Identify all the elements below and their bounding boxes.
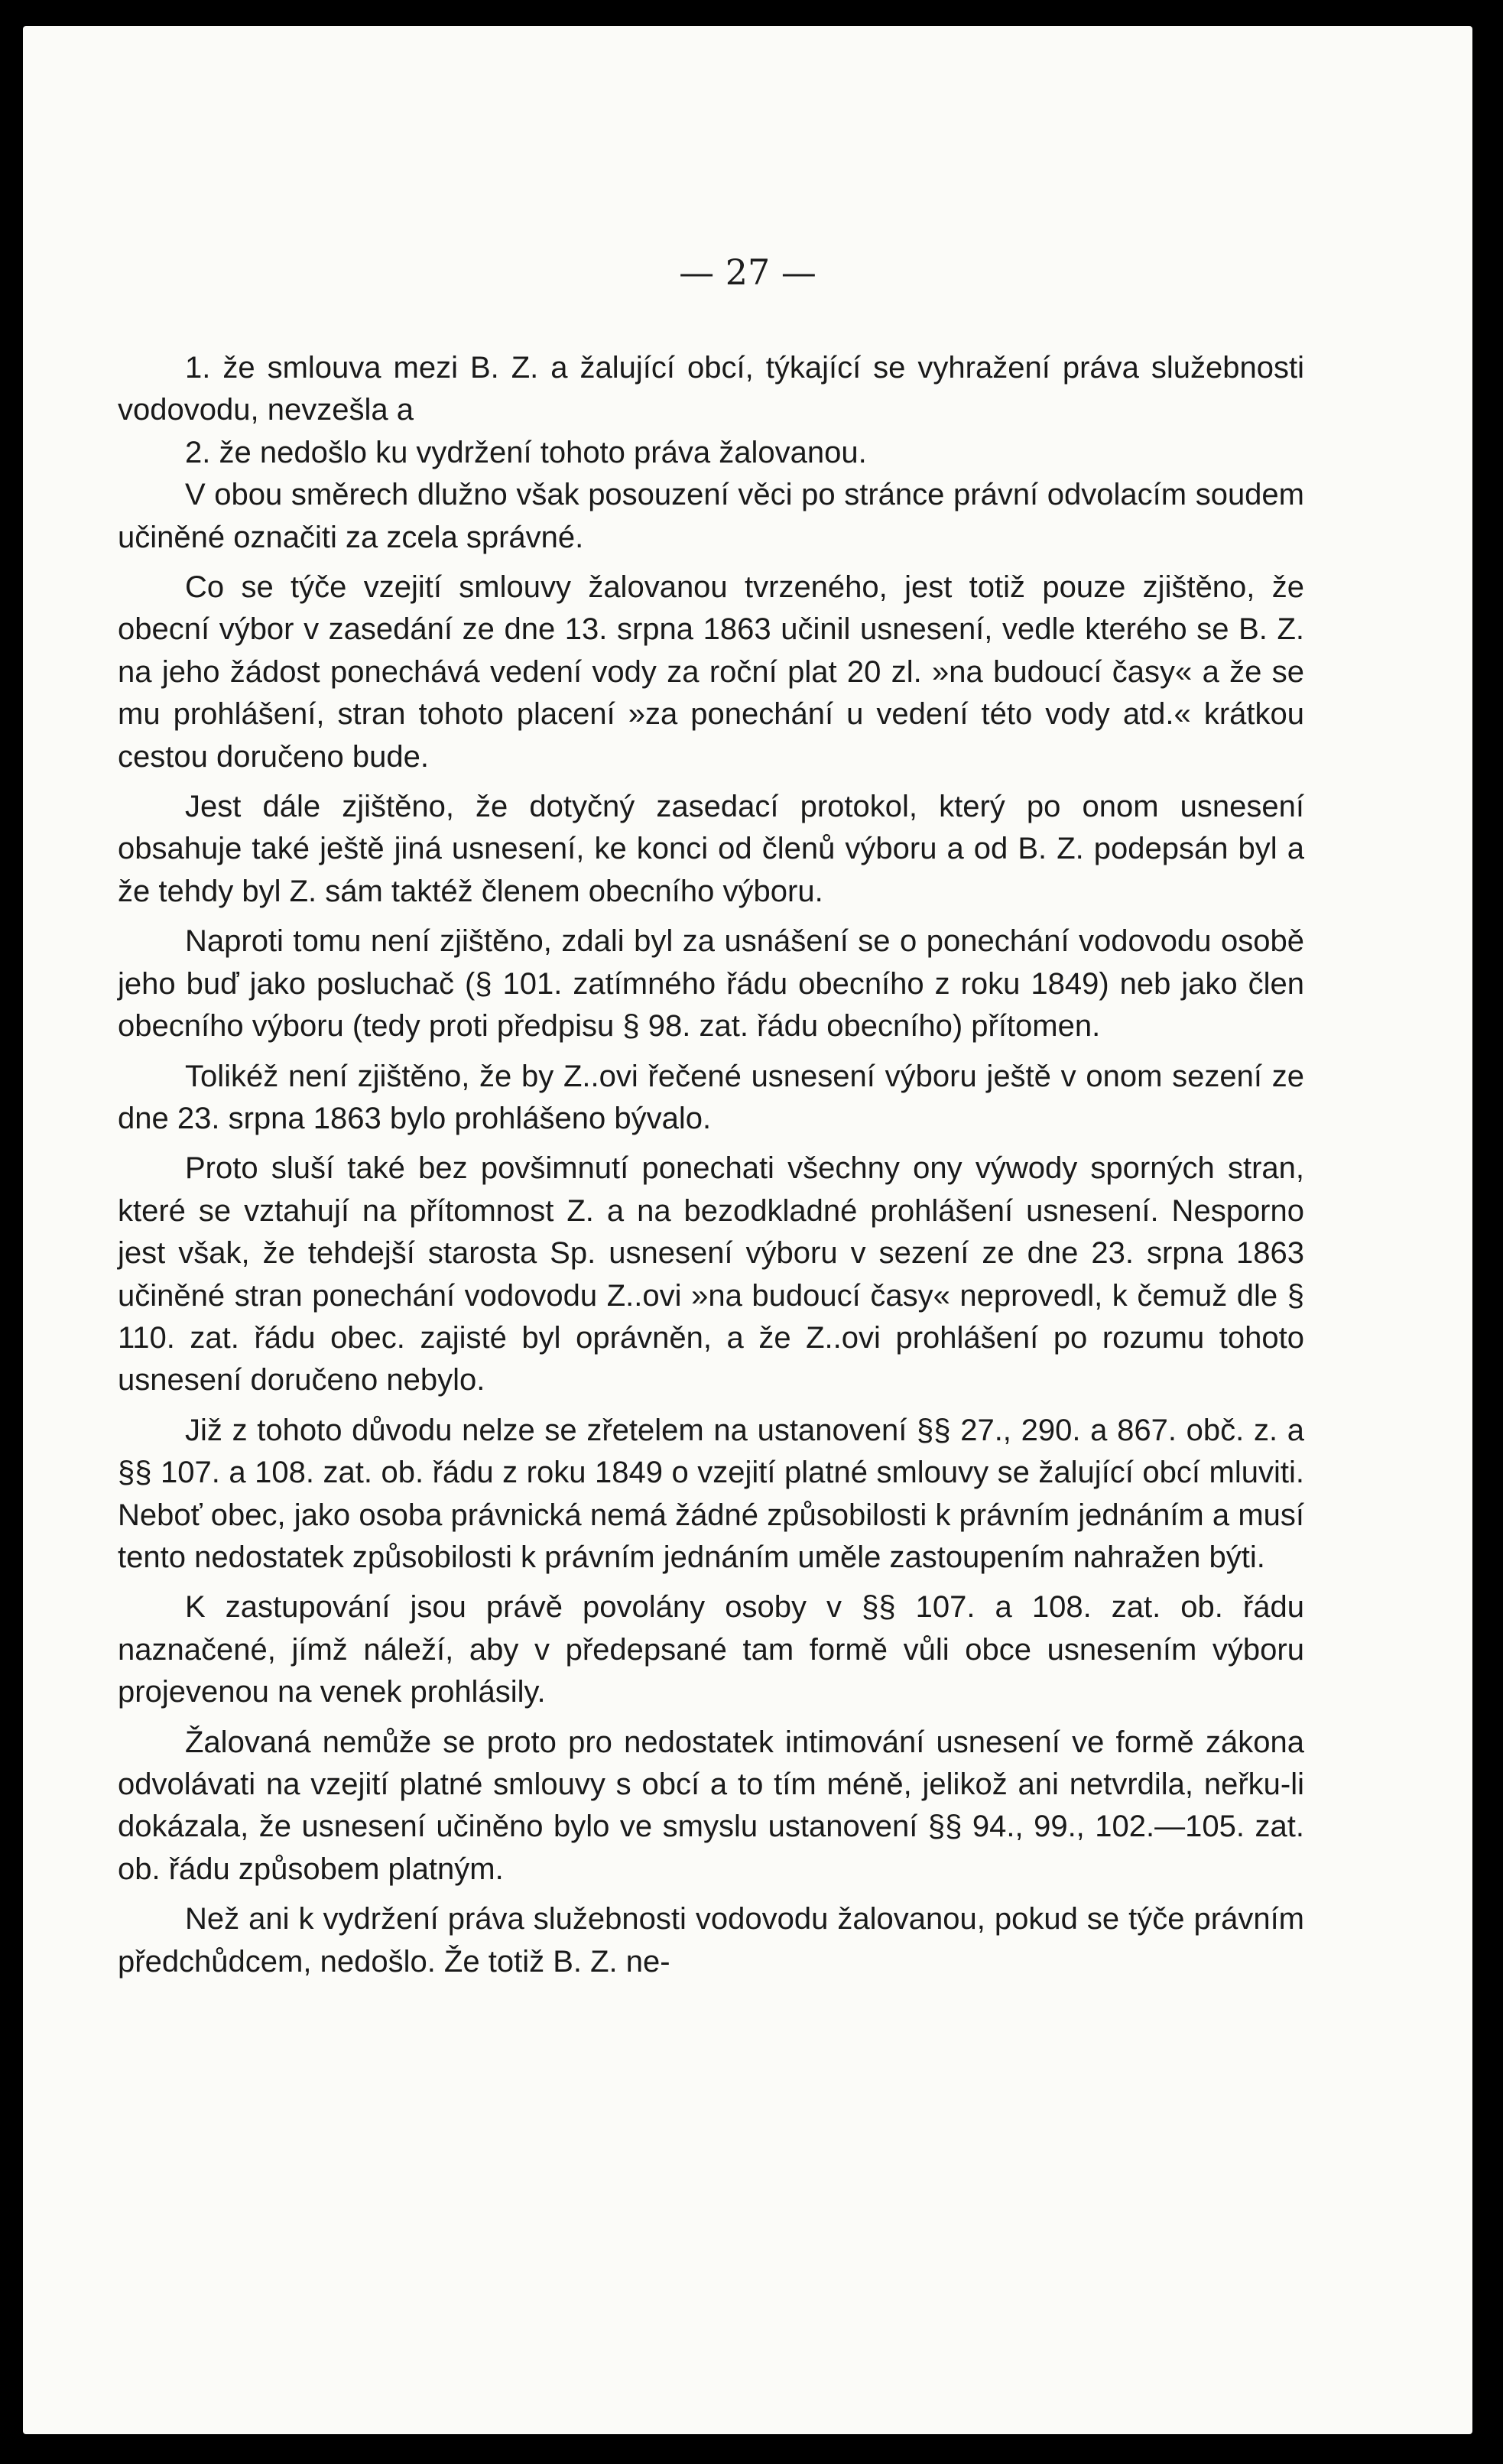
list-item: 2. že nedošlo ku vydržení tohoto práva žalovanou. xyxy=(185,435,867,469)
paragraph: Již z tohoto důvodu nelze se zřetelem na ustanovení §§ 27., 290. a 867. obč. z. a §§ 107. a 108. zat. ob. řádu z roku 1849 o vzejití platné smlouvy se žalující obcí mluviti. Neboť obec, jako osoba právnická nemá žádné způsobilosti k právním jednáním a musí tento nedostatek způsobilosti k právním jednáním uměle zastoupením nahražen býti. xyxy=(118,1413,1304,1574)
paragraph: Tolikéž není zjištěno, že by Z..ovi řečené usnesení výboru ještě v onom sezení ze dne 23. srpna 1863 bylo prohlášeno bývalo. xyxy=(118,1059,1304,1135)
paragraph: Jest dále zjištěno, že dotyčný zasedací protokol, který po onom usnesení obsahuje také ještě jiná usnesení, ke konci od členů výboru a od B. Z. podepsán byl a že tehdy byl Z. sám taktéž členem obecního výboru. xyxy=(118,790,1304,908)
list-item: 1. že smlouva mezi B. Z. a žalující obcí, týkající se vyhražení práva služebnosti vodovodu, nevzešla a xyxy=(118,351,1304,427)
document-page xyxy=(23,26,1472,2434)
paragraph: K zastupování jsou právě povolány osoby v §§ 107. a 108. zat. ob. řádu naznačené, jímž náleží, aby v předepsané tam formě vůli obce usnesením výboru projevenou na venek prohlásily. xyxy=(118,1590,1304,1709)
paragraph: V obou směrech dlužno však posouzení věci po stránce právní odvolacím soudem učiněné označiti za zcela správné. xyxy=(118,478,1304,554)
paragraph: Žalovaná nemůže se proto pro nedostatek intimování usnesení ve formě zákona odvolávati na vzejití platné smlouvy s obcí a to tím méně, jelikož ani netvrdila, neřku-li dokázala, že usnesení učiněno bylo ve smyslu ustanovení §§ 94., 99., 102.—105. zat. ob. řádu způsobem platným. xyxy=(118,1725,1304,1886)
paragraph: Než ani k vydržení práva služebnosti vodovodu žalovanou, pokud se týče právním předchůdcem, nedošlo. Že totiž B. Z. ne- xyxy=(118,1902,1304,1979)
paragraph: Proto sluší také bez povšimnutí ponechati všechny ony výwody sporných stran, které se vztahují na přítomnost Z. a na bezodkladné prohlášení usnesení. Nesporno jest však, že tehdejší starosta Sp. usnesení výboru v sezení ze dne 23. srpna 1863 učiněné stran ponechání vodovodu Z..ovi »na budoucí časy« neprovedl, k čemuž dle § 110. zat. řádu obec. zajisté byl oprávněn, a že Z..ovi prohlášení po rozumu tohoto usnesení doručeno nebylo. xyxy=(118,1151,1304,1398)
body-text xyxy=(118,347,1304,1991)
paragraph: Co se týče vzejití smlouvy žalovanou tvrzeného, jest totiž pouze zjištěno, že obecní výbor v zasedání ze dne 13. srpna 1863 učinil usnesení, vedle kterého se B. Z. na jeho žádost ponechává vedení vody za roční plat 20 zl. »na budoucí časy« a že se mu prohlášení, stran tohoto placení »za ponechání u vedení této vody atd.« krátkou cestou doručeno bude. xyxy=(118,570,1304,774)
page-number: — 27 — xyxy=(679,252,816,293)
paragraph: Naproti tomu není zjištěno, zdali byl za usnášení se o ponechání vodovodu osobě jeho buď jako posluchač (§ 101. zatímného řádu obecního z roku 1849) neb jako člen obecního výboru (tedy proti předpisu § 98. zat. řádu obecního) přítomen. xyxy=(118,924,1304,1044)
